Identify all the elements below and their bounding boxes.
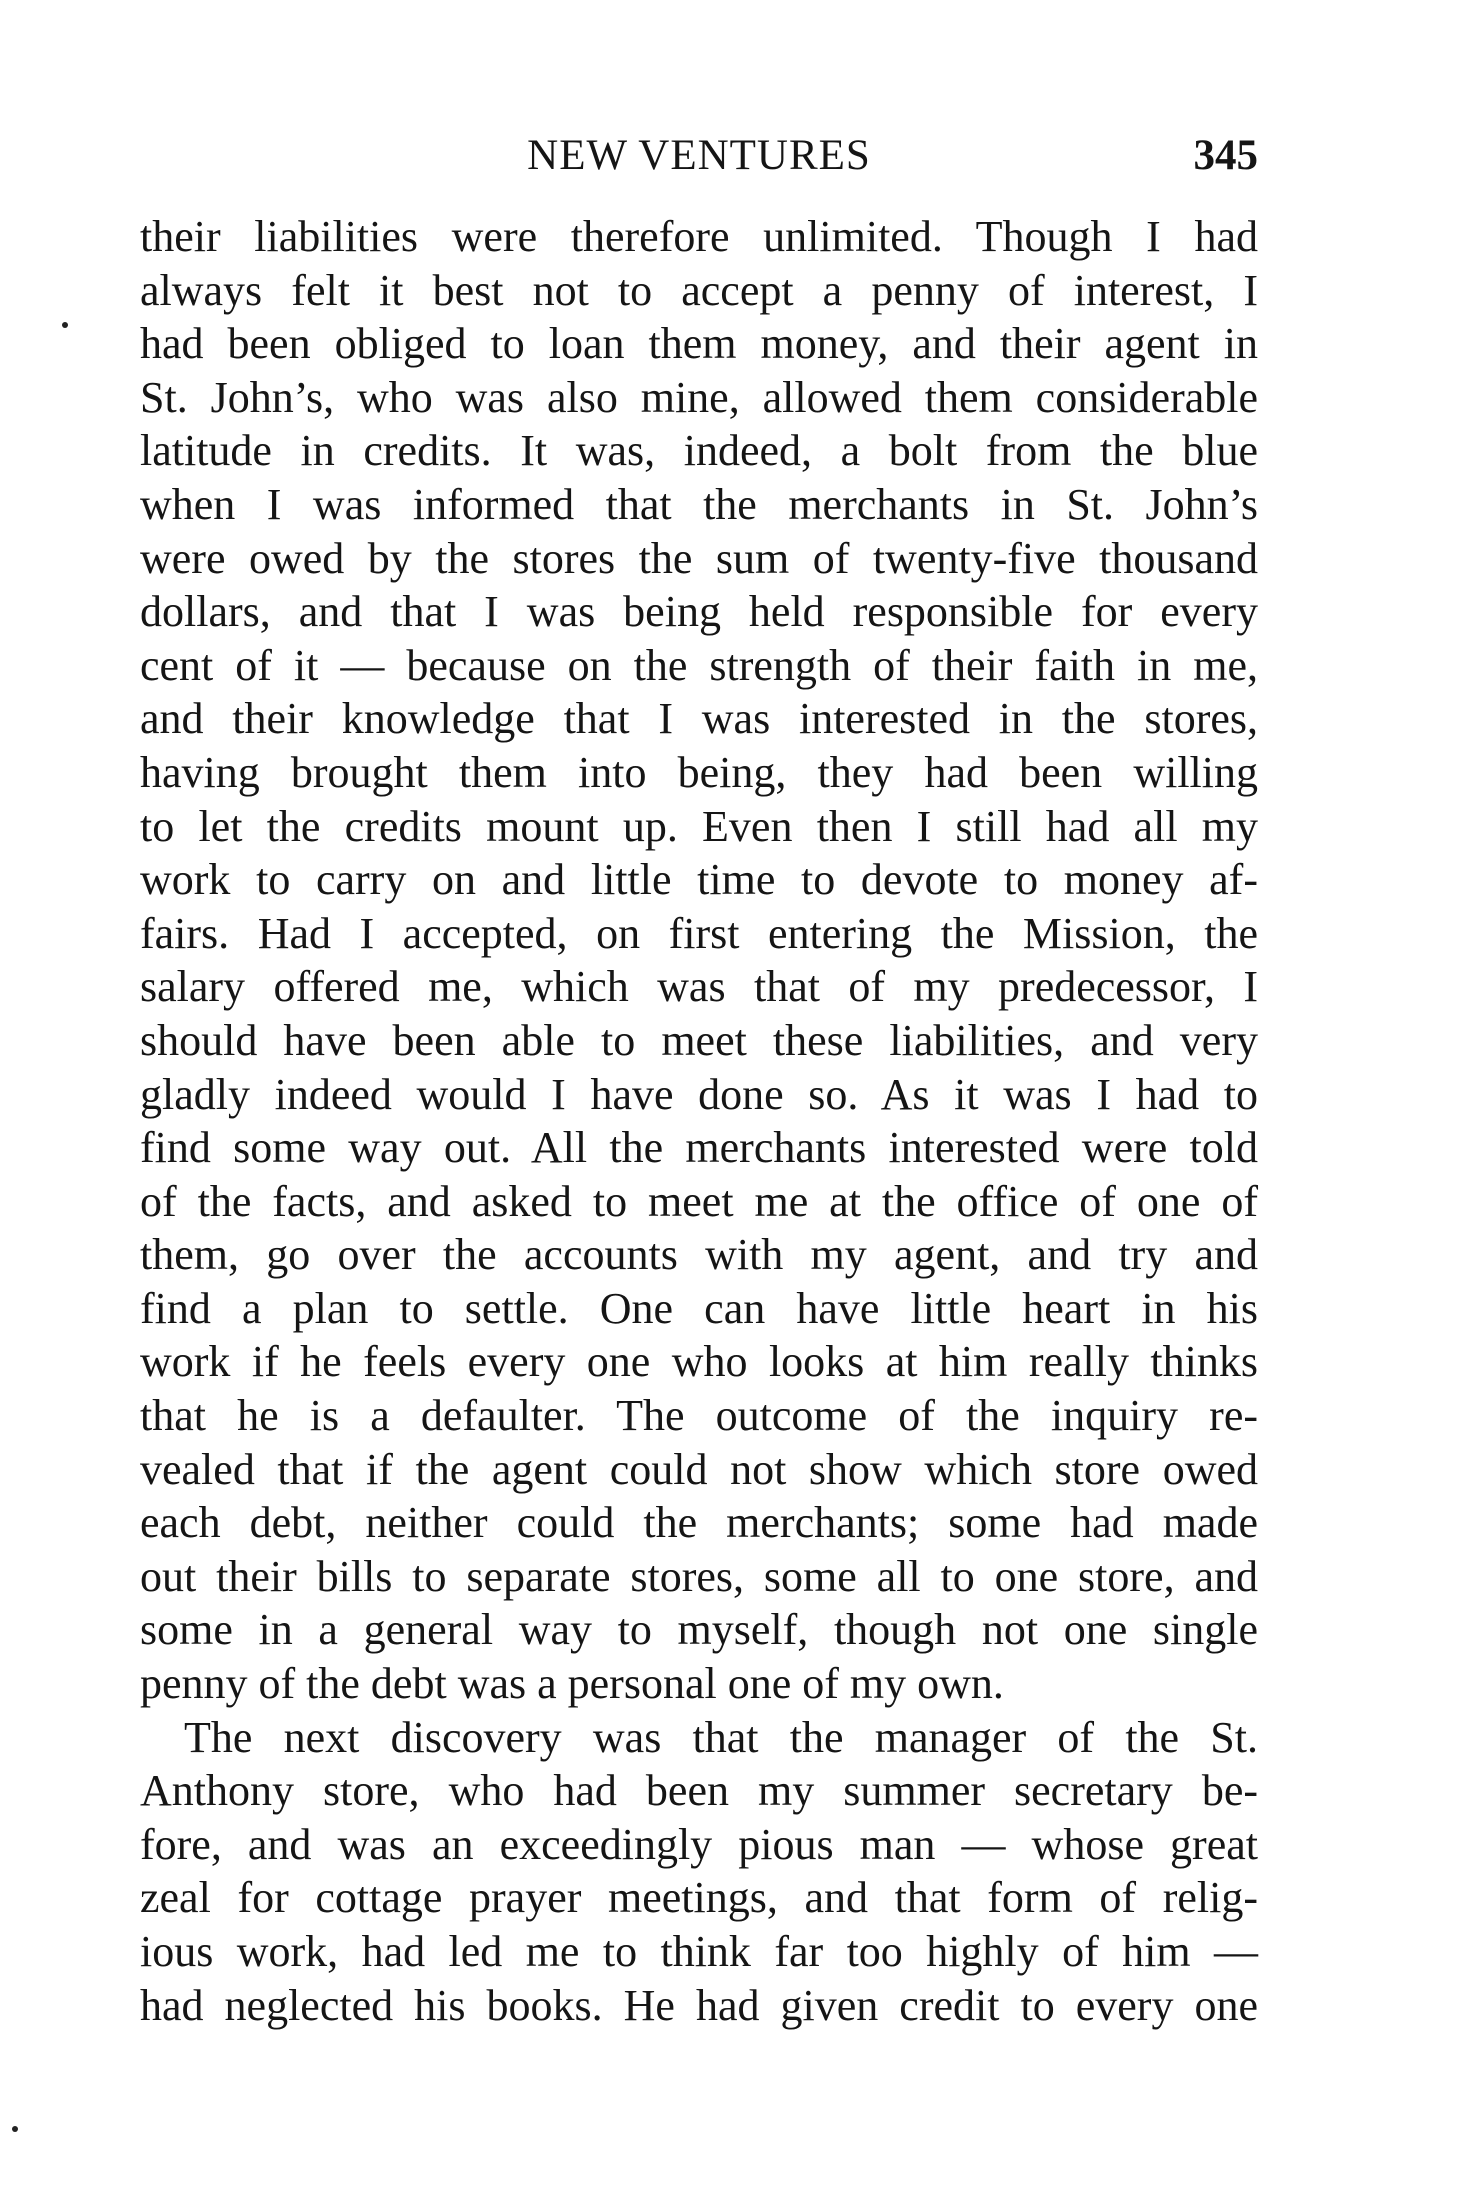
running-head [140, 126, 1258, 186]
text-line: fore, and was an exceedingly pious man — whose great [140, 1819, 1258, 1869]
text-line: Anthony store, who had been my summer secretary be- [140, 1766, 1258, 1816]
text-line: work to carry on and little time to devote to money af- [140, 855, 1258, 905]
text-line: had been obliged to loan them money, and their agent in [140, 319, 1258, 369]
text-line: latitude in credits. It was, indeed, a bolt from the blue [140, 426, 1258, 476]
text-line: fairs. Had I accepted, on first entering the Mission, the [140, 908, 1258, 958]
text-line: and their knowledge that I was interested in the stores, [140, 694, 1258, 744]
text-line: cent of it — because on the strength of their faith in me, [140, 640, 1258, 690]
text-line: had neglected his books. He had given credit to every one [140, 1980, 1258, 2030]
page-number: 345 [1193, 132, 1258, 179]
text-line: gladly indeed would I have done so. As it was I had to [140, 1069, 1258, 1119]
text-line: of the facts, and asked to meet me at the office of one of [140, 1176, 1258, 1226]
text-line: find a plan to settle. One can have little heart in his [140, 1283, 1258, 1333]
text-line: should have been able to meet these liabilities, and very [140, 1015, 1258, 1065]
body-text [140, 210, 1258, 2032]
text-line: find some way out. All the merchants interested were told [140, 1123, 1258, 1173]
ink-speck [62, 322, 68, 328]
text-line: ious work, had led me to think far too highly of him — [140, 1927, 1258, 1976]
text-line: out their bills to separate stores, some all to one store, and [140, 1551, 1258, 1601]
text-line: always felt it best not to accept a penny of interest, I [140, 265, 1258, 315]
text-line: penny of the debt was a personal one of my own. [140, 1659, 1004, 1709]
text-line: work if he feels every one who looks at him really thinks [140, 1337, 1258, 1387]
text-line: their liabilities were therefore unlimited. Though I had [140, 212, 1258, 261]
text-line: each debt, neither could the merchants; some had made [140, 1498, 1258, 1548]
text-line: were owed by the stores the sum of twenty-five thousand [140, 533, 1258, 583]
text-line: that he is a defaulter. The outcome of the inquiry re- [140, 1391, 1258, 1441]
text-line: vealed that if the agent could not show which store owed [140, 1444, 1258, 1494]
text-line: some in a general way to myself, though not one single [140, 1605, 1258, 1655]
text-line: when I was informed that the merchants in St. John’s [140, 479, 1258, 529]
ink-speck [12, 2126, 18, 2132]
text-line: salary offered me, which was that of my predecessor, I [140, 962, 1258, 1012]
running-title: NEW VENTURES [527, 132, 871, 179]
text-line: The next discovery was that the manager of the St. [184, 1712, 1258, 1762]
text-line: having brought them into being, they had been willing [140, 747, 1258, 797]
text-line: them, go over the accounts with my agent, and try and [140, 1230, 1258, 1280]
text-line: St. John’s, who was also mine, allowed them considerable [140, 372, 1258, 422]
text-line: dollars, and that I was being held responsible for every [140, 587, 1258, 637]
text-line: zeal for cottage prayer meetings, and that form of relig- [140, 1873, 1258, 1923]
text-line: to let the credits mount up. Even then I still had all my [140, 801, 1258, 851]
